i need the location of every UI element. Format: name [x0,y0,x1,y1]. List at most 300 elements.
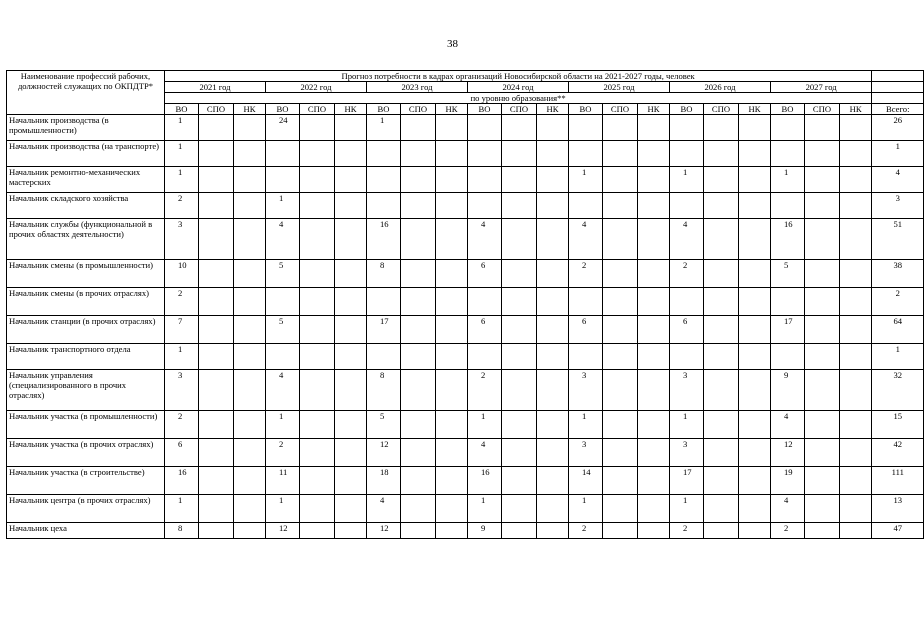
value-cell: 2 [670,523,704,539]
edu-subheader: НК [436,104,468,115]
value-cell [638,260,670,288]
value-cell [739,370,771,411]
value-cell [840,115,872,141]
value-cell [502,439,537,467]
value-cell: 2 [569,523,603,539]
value-cell [300,344,335,370]
value-cell [266,141,300,167]
value-cell: 4 [771,411,805,439]
value-cell [569,193,603,219]
value-cell [199,167,234,193]
edu-subheader: СПО [401,104,436,115]
value-cell [502,344,537,370]
value-cell: 1 [165,495,199,523]
value-cell: 1 [468,495,502,523]
value-cell [300,288,335,316]
value-cell [436,288,468,316]
value-cell [266,167,300,193]
value-cell [805,316,840,344]
value-cell [502,467,537,495]
value-cell [300,141,335,167]
value-cell [401,523,436,539]
value-cell [537,370,569,411]
value-cell [335,370,367,411]
value-cell [704,523,739,539]
year-header: 2026 год [670,82,771,93]
value-cell [300,411,335,439]
value-cell [704,467,739,495]
value-cell [638,193,670,219]
value-cell: 18 [367,467,401,495]
value-cell [670,344,704,370]
value-cell [805,193,840,219]
row-total: 38 [872,260,924,288]
value-cell [739,495,771,523]
value-cell: 3 [670,439,704,467]
table-row [7,411,924,439]
value-cell [234,370,266,411]
value-cell [638,141,670,167]
value-cell [771,141,805,167]
value-cell: 2 [468,370,502,411]
value-cell [805,288,840,316]
value-cell [569,141,603,167]
page-number: 38 [447,38,458,50]
value-cell [199,411,234,439]
value-cell [739,288,771,316]
table-row [7,316,924,344]
staffing-forecast-table [6,70,924,539]
row-total: 51 [872,219,924,260]
value-cell [367,288,401,316]
value-cell [537,115,569,141]
value-cell [401,260,436,288]
value-cell: 16 [771,219,805,260]
value-cell [840,316,872,344]
value-cell [234,219,266,260]
value-cell [234,260,266,288]
edu-subheader: ВО [367,104,401,115]
value-cell: 1 [367,115,401,141]
value-cell [537,495,569,523]
year-header: 2022 год [266,82,367,93]
value-cell [436,370,468,411]
value-cell [739,141,771,167]
value-cell [335,467,367,495]
value-cell [638,370,670,411]
edu-subheader: СПО [704,104,739,115]
value-cell [840,167,872,193]
value-cell [401,411,436,439]
value-cell: 4 [266,219,300,260]
value-cell [840,260,872,288]
name-column-header: Наименование профессий рабочих, должностей служащих по ОКПДТР* [7,71,165,115]
value-cell [436,439,468,467]
edu-subheader: ВО [468,104,502,115]
edu-subheader: СПО [805,104,840,115]
value-cell [266,344,300,370]
value-cell [401,467,436,495]
value-cell [638,219,670,260]
value-cell [704,260,739,288]
value-cell: 4 [266,370,300,411]
value-cell: 2 [569,260,603,288]
value-cell [840,523,872,539]
profession-name: Начальник участка (в промышленности) [7,411,165,439]
value-cell [300,260,335,288]
value-cell: 1 [468,411,502,439]
value-cell: 4 [569,219,603,260]
row-total: 26 [872,115,924,141]
value-cell: 8 [367,370,401,411]
edu-subheader: СПО [199,104,234,115]
value-cell [335,344,367,370]
value-cell: 1 [165,167,199,193]
value-cell [300,495,335,523]
value-cell [638,467,670,495]
edu-subheader: НК [234,104,266,115]
value-cell [569,344,603,370]
value-cell: 1 [165,344,199,370]
value-cell [436,411,468,439]
value-cell [840,219,872,260]
value-cell: 5 [266,260,300,288]
value-cell [502,193,537,219]
value-cell [805,167,840,193]
value-cell [704,439,739,467]
value-cell: 16 [165,467,199,495]
value-cell [805,344,840,370]
year-header: 2024 год [468,82,569,93]
value-cell [367,344,401,370]
value-cell [771,193,805,219]
value-cell: 1 [569,411,603,439]
value-cell [502,523,537,539]
row-total: 15 [872,411,924,439]
value-cell [367,141,401,167]
value-cell [603,411,638,439]
edu-subheader: СПО [603,104,638,115]
value-cell [502,316,537,344]
value-cell [401,370,436,411]
value-cell [569,288,603,316]
value-cell [704,193,739,219]
value-cell [603,260,638,288]
value-cell [234,167,266,193]
value-cell [840,370,872,411]
table-row [7,467,924,495]
value-cell [335,260,367,288]
row-total: 42 [872,439,924,467]
total-header-blank [872,71,924,82]
value-cell [199,115,234,141]
value-cell [401,141,436,167]
value-cell [335,141,367,167]
value-cell [638,344,670,370]
value-cell [199,370,234,411]
value-cell [199,260,234,288]
value-cell [436,219,468,260]
value-cell [638,316,670,344]
table-body [7,115,924,539]
value-cell [234,523,266,539]
value-cell: 7 [165,316,199,344]
edu-subheader: НК [840,104,872,115]
value-cell: 3 [165,219,199,260]
value-cell [502,115,537,141]
profession-name: Начальник смены (в прочих отраслях) [7,288,165,316]
table-row [7,219,924,260]
value-cell [739,167,771,193]
value-cell [603,344,638,370]
edu-subheader: НК [638,104,670,115]
value-cell [300,439,335,467]
value-cell [401,288,436,316]
value-cell [739,523,771,539]
value-cell [805,439,840,467]
value-cell [234,411,266,439]
table-row [7,141,924,167]
value-cell [266,288,300,316]
value-cell [234,288,266,316]
value-cell [704,288,739,316]
value-cell [335,411,367,439]
value-cell: 8 [367,260,401,288]
value-cell [537,523,569,539]
row-total: 64 [872,316,924,344]
value-cell [537,167,569,193]
value-cell: 9 [771,370,805,411]
value-cell [704,219,739,260]
value-cell [739,439,771,467]
value-cell [704,495,739,523]
value-cell [840,495,872,523]
profession-name: Начальник участка (в строительстве) [7,467,165,495]
value-cell [335,523,367,539]
value-cell [603,167,638,193]
value-cell [603,370,638,411]
value-cell [805,141,840,167]
value-cell: 5 [771,260,805,288]
value-cell [401,193,436,219]
value-cell: 14 [569,467,603,495]
value-cell: 3 [569,370,603,411]
value-cell [335,115,367,141]
profession-name: Начальник производства (на транспорте) [7,141,165,167]
profession-name: Начальник станции (в прочих отраслях) [7,316,165,344]
value-cell: 5 [266,316,300,344]
value-cell [300,193,335,219]
table-row [7,288,924,316]
year-header: 2025 год [569,82,670,93]
value-cell [840,344,872,370]
value-cell [199,467,234,495]
table-row [7,260,924,288]
value-cell [537,260,569,288]
value-cell: 4 [771,495,805,523]
value-cell [569,115,603,141]
profession-name: Начальник службы (функциональной в прочих областях деятельности) [7,219,165,260]
value-cell [234,115,266,141]
edu-subheader: ВО [266,104,300,115]
value-cell [537,467,569,495]
value-cell: 4 [468,219,502,260]
row-total: 47 [872,523,924,539]
edu-subheader: НК [335,104,367,115]
value-cell [638,439,670,467]
edu-subheader: СПО [502,104,537,115]
table-row [7,370,924,411]
profession-name: Начальник цеха [7,523,165,539]
value-cell [739,260,771,288]
value-cell: 1 [670,411,704,439]
total-header-blank-2 [872,93,924,104]
value-cell [603,495,638,523]
value-cell [739,467,771,495]
value-cell: 3 [569,439,603,467]
value-cell [739,219,771,260]
value-cell [840,411,872,439]
value-cell: 4 [670,219,704,260]
value-cell: 2 [266,439,300,467]
value-cell [603,316,638,344]
value-cell: 1 [165,115,199,141]
value-cell [335,193,367,219]
year-header: 2023 год [367,82,468,93]
value-cell [502,288,537,316]
value-cell: 10 [165,260,199,288]
value-cell: 1 [266,495,300,523]
total-header: Всего: [872,104,924,115]
value-cell: 2 [165,193,199,219]
value-cell [805,523,840,539]
value-cell [537,141,569,167]
value-cell [739,193,771,219]
value-cell [436,167,468,193]
value-cell [401,167,436,193]
value-cell [805,115,840,141]
value-cell [335,495,367,523]
edu-subheader: ВО [569,104,603,115]
year-header: 2027 год [771,82,872,93]
value-cell: 1 [771,167,805,193]
value-cell [199,344,234,370]
value-cell [199,495,234,523]
value-cell [603,523,638,539]
value-cell: 6 [569,316,603,344]
value-cell: 1 [670,167,704,193]
value-cell [704,115,739,141]
value-cell: 6 [165,439,199,467]
value-cell [436,141,468,167]
value-cell [436,260,468,288]
edu-subheader: СПО [300,104,335,115]
value-cell [603,288,638,316]
value-cell [300,167,335,193]
value-cell: 1 [670,495,704,523]
value-cell [234,467,266,495]
value-cell: 4 [367,495,401,523]
value-cell [234,193,266,219]
value-cell [199,523,234,539]
value-cell: 8 [165,523,199,539]
value-cell [805,219,840,260]
value-cell [401,495,436,523]
value-cell [537,439,569,467]
value-cell [704,316,739,344]
table-row [7,495,924,523]
value-cell [234,439,266,467]
value-cell [670,193,704,219]
value-cell [537,193,569,219]
value-cell [739,316,771,344]
value-cell [468,141,502,167]
value-cell [401,439,436,467]
value-cell: 1 [266,193,300,219]
value-cell [704,141,739,167]
row-total: 32 [872,370,924,411]
value-cell [603,219,638,260]
forecast-title-header: Прогноз потребности в кадрах организаций Новосибирской области на 2021-2027 годы, человек [165,71,872,82]
value-cell [739,344,771,370]
value-cell: 2 [165,411,199,439]
value-cell [805,411,840,439]
value-cell [436,523,468,539]
value-cell [335,167,367,193]
value-cell [468,167,502,193]
value-cell [436,316,468,344]
value-cell [199,316,234,344]
value-cell [805,370,840,411]
value-cell [805,260,840,288]
value-cell [502,260,537,288]
value-cell: 12 [771,439,805,467]
value-cell [234,495,266,523]
total-header-blank-1 [872,82,924,93]
value-cell [468,193,502,219]
value-cell [502,141,537,167]
value-cell [638,411,670,439]
value-cell: 1 [569,167,603,193]
row-total: 1 [872,141,924,167]
value-cell: 6 [670,316,704,344]
value-cell [199,141,234,167]
value-cell [537,316,569,344]
value-cell [234,316,266,344]
value-cell [199,288,234,316]
value-cell [537,288,569,316]
value-cell [199,219,234,260]
value-cell: 2 [771,523,805,539]
row-total: 4 [872,167,924,193]
table-row [7,344,924,370]
value-cell [300,467,335,495]
table-row [7,193,924,219]
value-cell: 1 [569,495,603,523]
value-cell: 24 [266,115,300,141]
value-cell: 3 [670,370,704,411]
profession-name: Начальник производства (в промышленности) [7,115,165,141]
value-cell: 3 [165,370,199,411]
edu-subheader: ВО [165,104,199,115]
profession-name: Начальник складского хозяйства [7,193,165,219]
value-cell [436,467,468,495]
value-cell [502,219,537,260]
value-cell [502,411,537,439]
value-cell [805,495,840,523]
row-total: 1 [872,344,924,370]
value-cell: 1 [266,411,300,439]
